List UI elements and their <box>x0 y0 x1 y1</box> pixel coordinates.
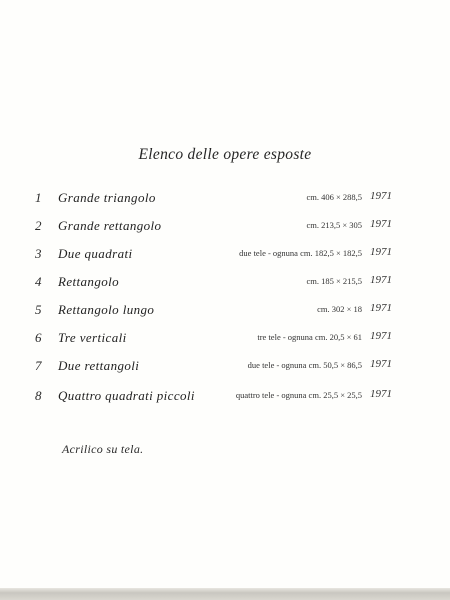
work-title: Grande rettangolo <box>58 218 162 233</box>
work-dimensions: quattro tele - ognuna cm. 25,5 × 25,5 <box>235 390 362 400</box>
work-title: Due quadrati <box>58 246 133 261</box>
work-year: 1971 <box>370 246 392 258</box>
work-number: 1 <box>35 190 42 205</box>
work-dimensions: tre tele - ognuna cm. 20,5 × 61 <box>257 332 362 342</box>
work-dimensions: due tele - ognuna cm. 182,5 × 182,5 <box>239 248 362 258</box>
work-row <box>0 388 450 408</box>
work-dimensions: cm. 185 × 215,5 <box>306 276 362 286</box>
work-row <box>0 302 450 322</box>
work-year: 1971 <box>370 274 392 286</box>
work-row <box>0 274 450 294</box>
work-row <box>0 246 450 266</box>
work-year: 1971 <box>370 358 392 370</box>
work-title: Grande triangolo <box>58 190 156 205</box>
work-number: 3 <box>35 246 42 261</box>
work-number: 8 <box>35 388 42 403</box>
work-year: 1971 <box>370 218 392 230</box>
work-dimensions: cm. 302 × 18 <box>317 304 362 314</box>
work-row <box>0 218 450 238</box>
page-title: Elenco delle opere esposte <box>138 146 312 163</box>
work-number: 7 <box>35 358 42 373</box>
work-title: Rettangolo lungo <box>58 302 155 317</box>
work-row <box>0 190 450 210</box>
work-year: 1971 <box>370 302 392 314</box>
work-year: 1971 <box>370 190 392 202</box>
work-number: 2 <box>35 218 42 233</box>
work-year: 1971 <box>370 388 392 400</box>
work-title: Tre verticali <box>58 330 127 345</box>
work-row <box>0 330 450 350</box>
work-row <box>0 358 450 378</box>
work-title: Quattro quadrati piccoli <box>58 388 195 403</box>
medium-note: Acrilico su tela. <box>62 442 144 456</box>
work-dimensions: cm. 213,5 × 305 <box>306 220 362 230</box>
work-number: 4 <box>35 274 42 289</box>
work-title: Rettangolo <box>58 274 120 289</box>
page-edge-divider <box>0 588 450 600</box>
work-year: 1971 <box>370 330 392 342</box>
work-title: Due rettangoli <box>58 358 140 373</box>
work-number: 5 <box>35 302 42 317</box>
work-number: 6 <box>35 330 42 345</box>
work-dimensions: due tele - ognuna cm. 50,5 × 86,5 <box>247 360 362 370</box>
work-dimensions: cm. 406 × 288,5 <box>306 192 362 202</box>
